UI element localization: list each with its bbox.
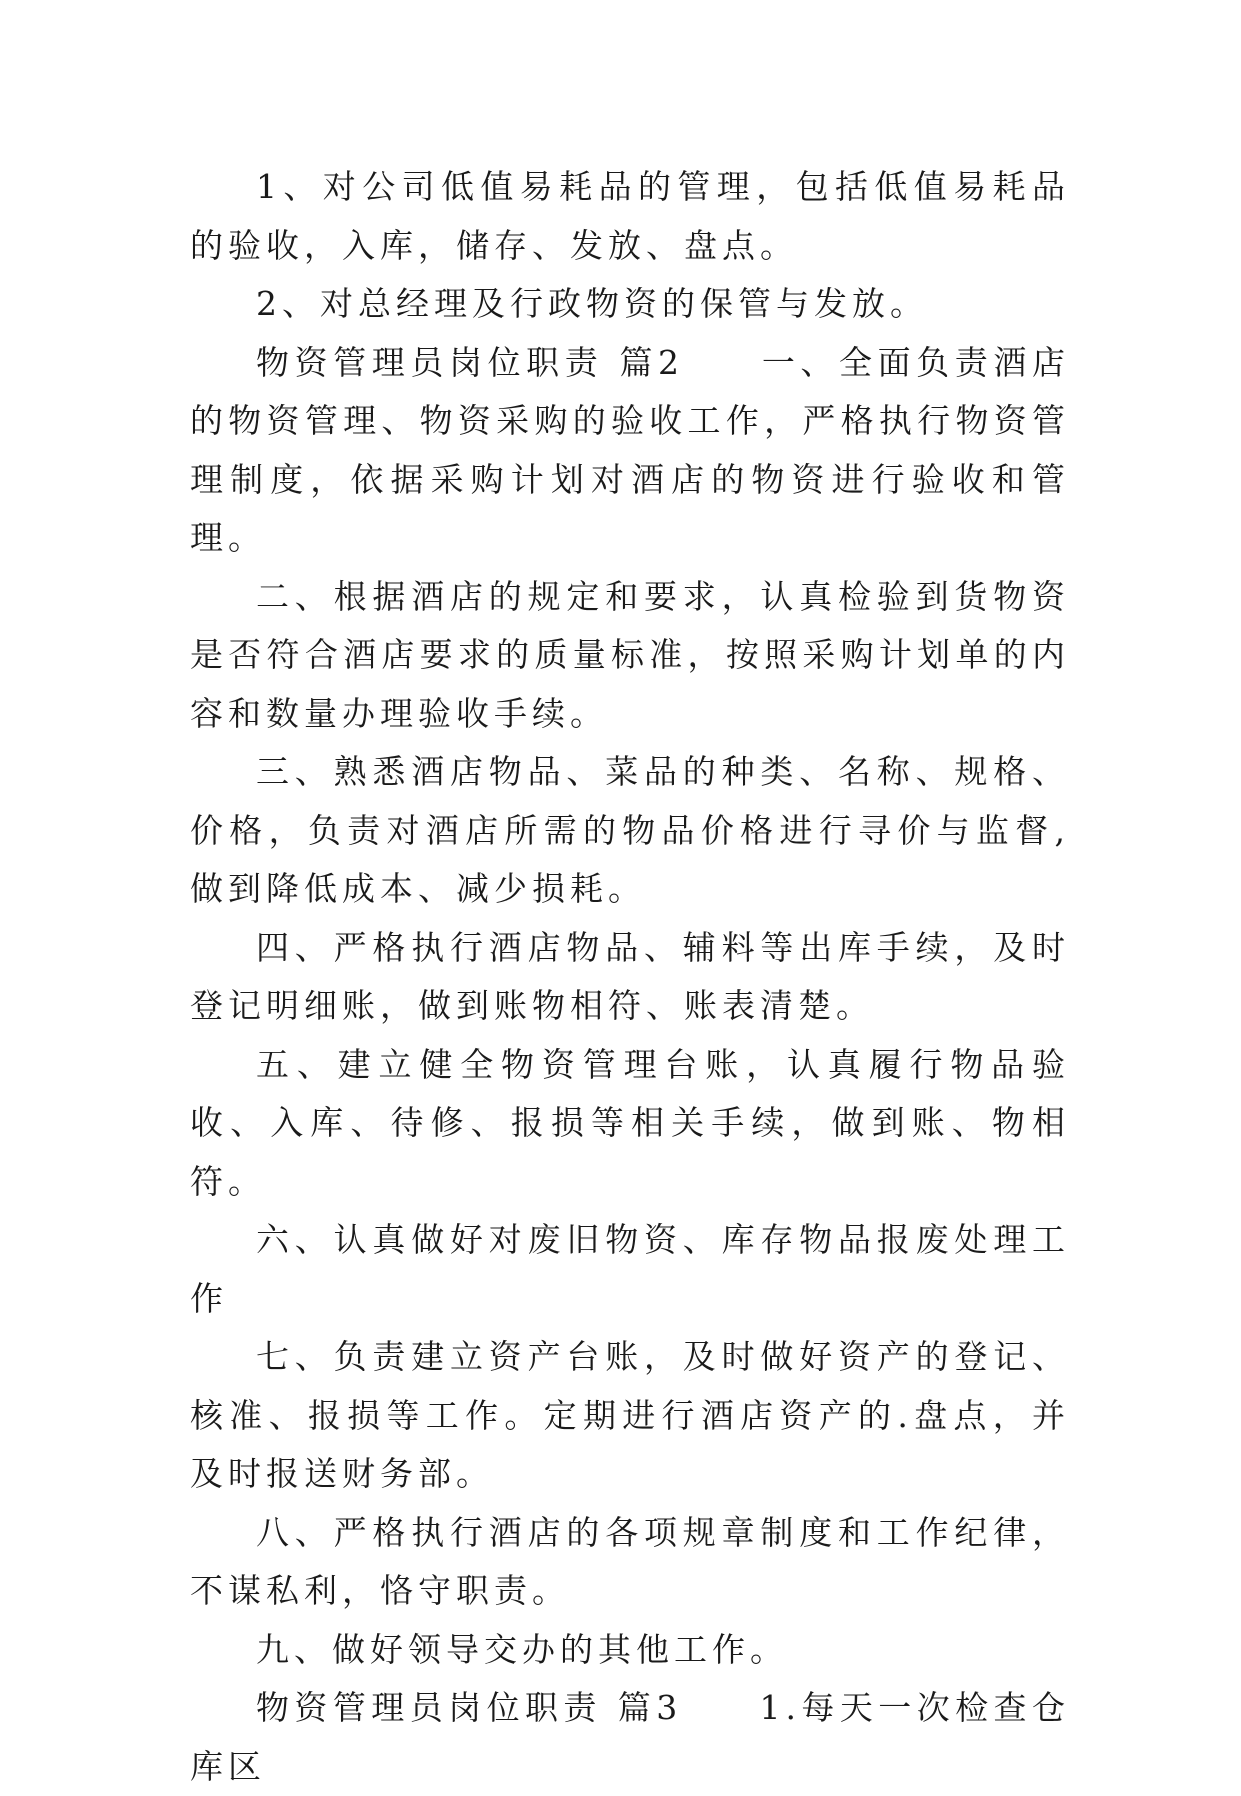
paragraph-10: 八、严格执行酒店的各项规章制度和工作纪律，不谋私利，恪守职责。	[190, 1512, 1070, 1610]
document-body	[190, 158, 1070, 1796]
paragraph-7: 五、建立健全物资管理台账，认真履行物品验收、入库、待修、报损等相关手续，做到账、物相符。	[190, 1044, 1070, 1201]
paragraph-4: 二、根据酒店的规定和要求，认真检验到货物资是否符合酒店要求的质量标准，按照采购计划单的内容和数量办理验收手续。	[190, 576, 1070, 733]
paragraph-6: 四、严格执行酒店物品、辅料等出库手续，及时登记明细账，做到账物相符、账表清楚。	[190, 927, 1070, 1025]
paragraph-2: 2、对总经理及行政物资的保管与发放。	[256, 284, 928, 323]
paragraph-9: 七、负责建立资产台账，及时做好资产的登记、核准、报损等工作。定期进行酒店资产的.盘点，并及时报送财务部。	[190, 1337, 1070, 1493]
paragraph-12: 物资管理员岗位职责 篇3 1.每天一次检查仓库区	[190, 1688, 1070, 1786]
paragraph-8: 六、认真做好对废旧物资、库存物品报废处理工作	[190, 1220, 1070, 1318]
paragraph-5: 三、熟悉酒店物品、菜品的种类、名称、规格、价格，负责对酒店所需的物品价格进行寻价与监督,做到降低成本、减少损耗。	[190, 752, 1070, 908]
paragraph-1: 1、对公司低值易耗品的管理，包括低值易耗品的验收，入库，储存、发放、盘点。	[190, 167, 1070, 265]
paragraph-3: 物资管理员岗位职责 篇2 一、全面负责酒店的物资管理、物资采购的验收工作，严格执行物资管理制度，依据采购计划对酒店的物资进行验收和管理。	[190, 342, 1070, 557]
paragraph-11: 九、做好领导交办的其他工作。	[256, 1629, 788, 1669]
